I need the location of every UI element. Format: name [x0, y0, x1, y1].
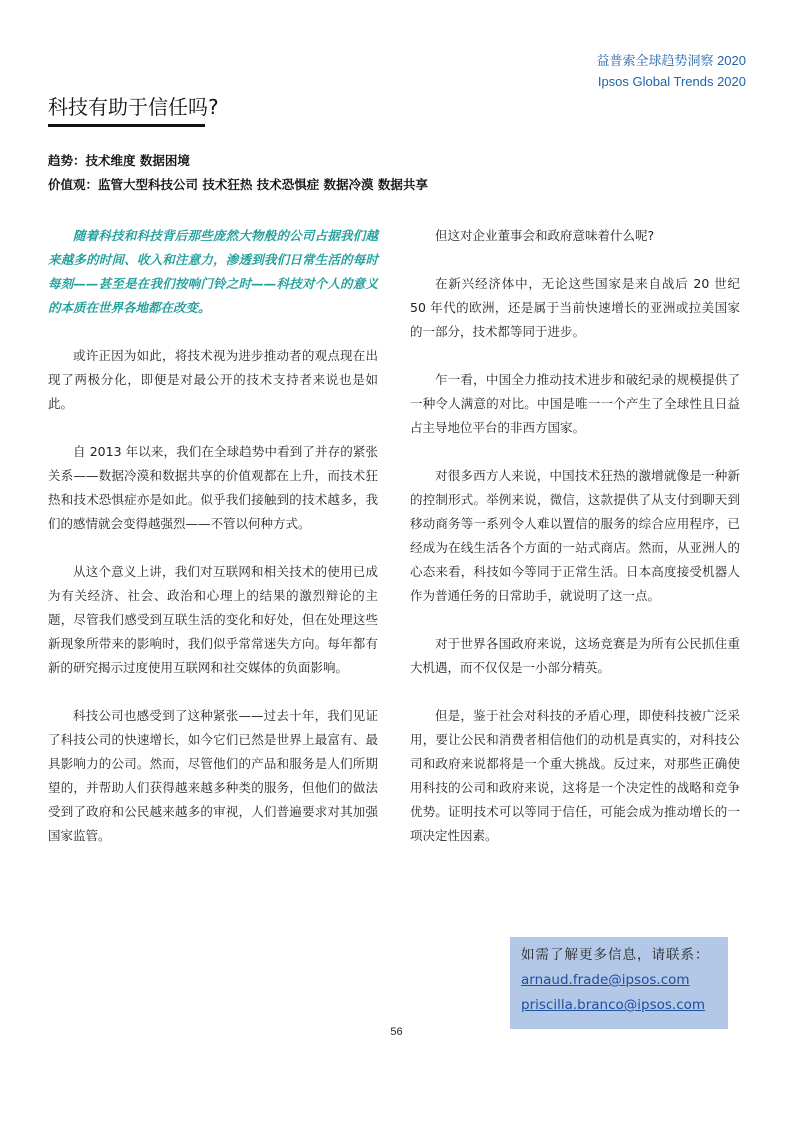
page-number: 56	[390, 1026, 403, 1038]
body-paragraph: 对很多西方人来说，中国技术狂热的激增就像是一种新的控制形式。举例来说，微信，这款提供了从支付到聊天到移动商务等一系列令人难以置信的服务的综合应用程序，已经成为在线生活各个方面的一站式商店。然而，从亚洲人的心态来看，科技如今等同于正常生活。日本高度接受机器人作为普通任务的日常助手，就说明了这一点。	[410, 468, 740, 603]
body-paragraph: 自 2013 年以来，我们在全球趋势中看到了并存的紧张关系——数据冷漠和数据共享的价值观都在上升，而技术狂热和技术恐惧症亦是如此。似乎我们接触到的技术越多，我们的感情就会变得越强烈——不管以何种方式。	[48, 444, 378, 531]
body-paragraph: 在新兴经济体中，无论这些国家是来自战后 20 世纪 50 年代的欧洲，还是属于当前快速增长的亚洲或拉美国家的一部分，技术都等同于进步。	[410, 276, 740, 339]
contact-label: 如需了解更多信息，请联系：	[521, 947, 710, 963]
body-paragraph: 乍一看，中国全力推动技术进步和破纪录的规模提供了一种令人满意的对比。中国是唯一一个产生了全球性且日益占主导地位平台的非西方国家。	[410, 372, 740, 435]
left-column	[48, 224, 378, 872]
email-link-arnaud[interactable]: arnaud.frade@ipsos.com	[521, 972, 690, 988]
body-paragraph: 但是，鉴于社会对科技的矛盾心理，即使科技被广泛采用，要让公民和消费者相信他们的动机是真实的，对科技公司和政府来说都将是一个重大挑战。反过来，对那些正确使用科技的公司和政府来说，这将是一个决定性的战略和竞争优势。证明技术可以等同于信任，可能会成为推动增长的一项决定性因素。	[410, 708, 740, 843]
right-column	[410, 224, 740, 872]
page-title: 科技有助于信任吗?	[48, 95, 219, 119]
body-paragraph: 对于世界各国政府来说，这场竞赛是为所有公民抓住重大机遇，而不仅仅是一小部分精英。	[410, 636, 740, 675]
values-line: 价值观：监管大型科技公司 技术狂热 技术恐惧症 数据冷漠 数据共享	[48, 177, 428, 192]
header-title-en: Ipsos Global Trends 2020	[597, 74, 746, 89]
lead-paragraph: 随着科技和科技背后那些庞然大物般的公司占据我们越来越多的时间、收入和注意力，渗透到我们日常生活的每时每刻——甚至是在我们按响门铃之时——科技对个人的意义的本质在世界各地都在改变。	[48, 228, 378, 315]
body-paragraph: 从这个意义上讲，我们对互联网和相关技术的使用已成为有关经济、社会、政治和心理上的结果的激烈辩论的主题，尽管我们感受到互联生活的变化和好处，但在处理这些新现象所带来的影响时，我们似乎常常迷失方向。每年都有新的研究揭示过度使用互联网和社交媒体的负面影响。	[48, 564, 378, 675]
body-paragraph: 或许正因为如此，将技术视为进步推动者的观点现在出现了两极分化，即便是对最公开的技术支持者来说也是如此。	[48, 348, 378, 411]
body-paragraph: 科技公司也感受到了这种紧张——过去十年，我们见证了科技公司的快速增长，如今它们已然是世界上最富有、最具影响力的公司。然而，尽管他们的产品和服务是人们所期望的，并帮助人们获得越来越多种类的服务，但他们的做法受到了政府和公民越来越多的审视，人们普遍要求对其加强国家监管。	[48, 708, 378, 843]
email-link-priscilla[interactable]: priscilla.branco@ipsos.com	[521, 997, 706, 1013]
title-underline	[48, 124, 205, 127]
trends-line: 趋势：技术维度 数据困境	[48, 153, 190, 168]
header-title-cn: 益普索全球趋势洞察 2020	[596, 53, 746, 68]
contact-box	[510, 937, 728, 1029]
body-paragraph: 但这对企业董事会和政府意味着什么呢?	[435, 228, 655, 243]
